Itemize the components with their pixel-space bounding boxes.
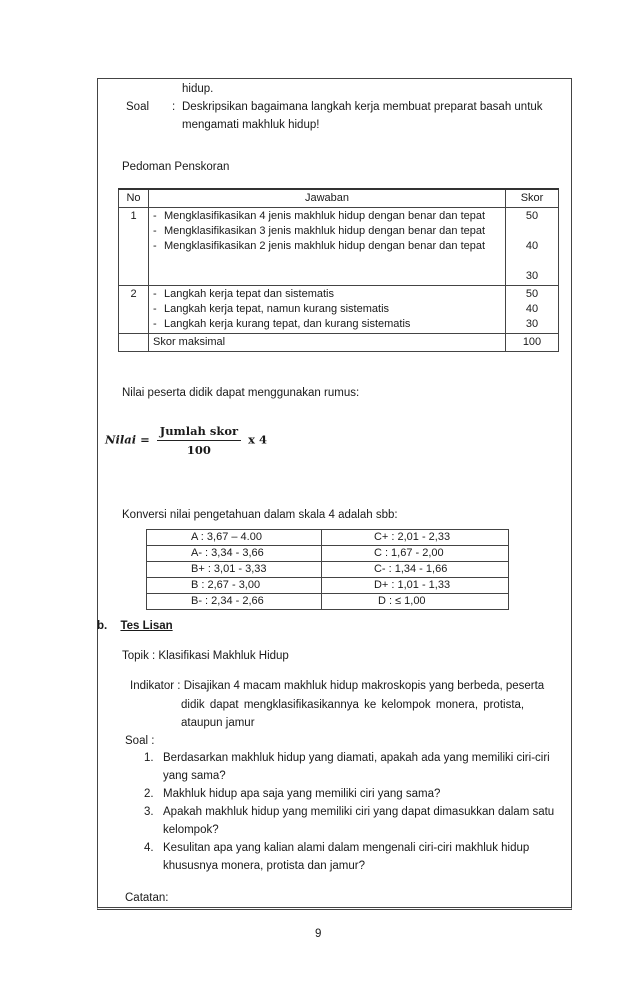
question-text: Berdasarkan makhluk hidup yang diamati, apakah ada yang memiliki ciri-ciri [163,752,550,764]
score-value: 30 [525,318,539,330]
formula-fraction [157,424,241,457]
soal-question-line1: Deskripsikan bagaimana langkah kerja membuat preparat basah untuk [182,101,543,113]
question-text: khususnya monera, protista dan jamur? [163,860,365,872]
conversion-left: A : 3,67 – 4.00 [147,530,322,546]
answer-text: Mengklasifikasikan 2 jenis makhluk hidup dengan benar dan tepat [164,240,486,252]
table-row [147,546,509,562]
score-formula [105,424,267,457]
question-text: Makhluk hidup apa saja yang memiliki ciri yang sama? [163,788,441,800]
table-row [147,578,509,594]
conversion-right: C : 1,67 - 2,00 [321,546,508,562]
conversion-right: C- : 1,34 - 1,66 [321,562,508,578]
catatan-label: Catatan: [125,892,169,904]
pedoman-title: Pedoman Penskoran [122,161,230,173]
answer-text: Mengklasifikasikan 3 jenis makhluk hidup dengan benar dan tepat [164,225,486,237]
table-row [147,562,509,578]
section-marker: b. [97,620,108,632]
question-number: 3. [144,806,154,818]
table-row [147,530,509,546]
dash: - [153,240,157,252]
indikator-line1: Indikator : Disajikan 4 macam makhluk hidup makroskopis yang berbeda, peserta [130,680,545,692]
indikator-line3: ataupun jamur [181,717,255,729]
question-number: 4. [144,842,154,854]
score-value: 40 [525,303,539,315]
question-text: Kesulitan apa yang kalian alami dalam mengenali ciri-ciri makhluk hidup [163,842,530,854]
soal-lisan-label: Soal : [125,735,155,747]
dash: - [153,288,157,300]
formula-lhs: Nilai [105,432,137,447]
konversi-intro: Konversi nilai pengetahuan dalam skala 4 adalah sbb: [122,509,398,521]
soal-continuation: hidup. [182,83,214,95]
question-number: 2. [144,788,154,800]
answer-text: Mengklasifikasikan 4 jenis makhluk hidup dengan benar dan tepat [164,210,486,222]
conversion-right: D+ : 1,01 - 1,33 [321,578,508,594]
header-no: No [119,189,149,208]
answer-item [153,224,501,239]
row-scores [506,208,559,286]
answer-item [153,239,501,254]
row-answers [149,286,506,334]
dash: - [153,303,157,315]
conversion-left: B : 2,67 - 3,00 [147,578,322,594]
conversion-right: D : ≤ 1,00 [321,594,508,610]
score-value: 30 [525,270,539,282]
answer-item [153,287,501,302]
table-row [119,208,559,286]
question-text: yang sama? [163,770,226,782]
conversion-left: B- : 2,34 - 2,66 [147,594,322,610]
conversion-right: C+ : 2,01 - 2,33 [321,530,508,546]
question-number: 1. [144,752,154,764]
answer-item [153,302,501,317]
row-scores [506,286,559,334]
header-jawaban: Jawaban [149,189,506,208]
empty-cell [119,334,149,352]
nilai-intro: Nilai peserta didik dapat menggunakan rumus: [122,387,360,399]
tes-lisan-heading [97,620,173,632]
conversion-left: B+ : 3,01 - 3,33 [147,562,322,578]
page-number: 9 [315,928,322,940]
max-score-label: Skor maksimal [149,334,506,352]
row-number: 2 [119,286,149,334]
dash: - [153,210,157,222]
indikator-line2: didik dapat mengklasifikasikannya ke kelompok monera, protista, [181,699,525,711]
soal-label: Soal [126,101,150,113]
formula-multiplier: x 4 [248,432,267,447]
soal-colon: : [172,101,176,113]
section-title: Tes Lisan [120,620,173,632]
score-value: 50 [525,288,539,300]
table-row [147,594,509,610]
formula-equals: = [140,432,150,447]
max-score-value: 100 [506,334,559,352]
score-table-header [119,189,559,208]
header-skor: Skor [506,189,559,208]
score-value: 50 [525,210,539,222]
table-row [119,286,559,334]
answer-text: Langkah kerja kurang tepat, dan kurang sistematis [164,318,411,330]
score-value: 40 [525,240,539,252]
question-text: Apakah makhluk hidup yang memiliki ciri yang dapat dimasukkan dalam satu [163,806,555,818]
formula-numerator: Jumlah skor [157,424,241,441]
conversion-left: A- : 3,34 - 3,66 [147,546,322,562]
answer-item [153,209,501,224]
answer-text: Langkah kerja tepat, namun kurang sistematis [164,303,390,315]
table-row-max [119,334,559,352]
question-text: kelompok? [163,824,219,836]
topik-line: Topik : Klasifikasi Makhluk Hidup [122,650,289,662]
row-answers [149,208,506,286]
score-table [118,188,559,352]
conversion-table [146,529,509,610]
dash: - [153,318,157,330]
answer-text: Langkah kerja tepat dan sistematis [164,288,334,300]
row-number: 1 [119,208,149,286]
formula-denominator: 100 [186,443,211,457]
dash: - [153,225,157,237]
soal-question-line2: mengamati makhluk hidup! [182,119,320,131]
answer-item [153,317,501,332]
